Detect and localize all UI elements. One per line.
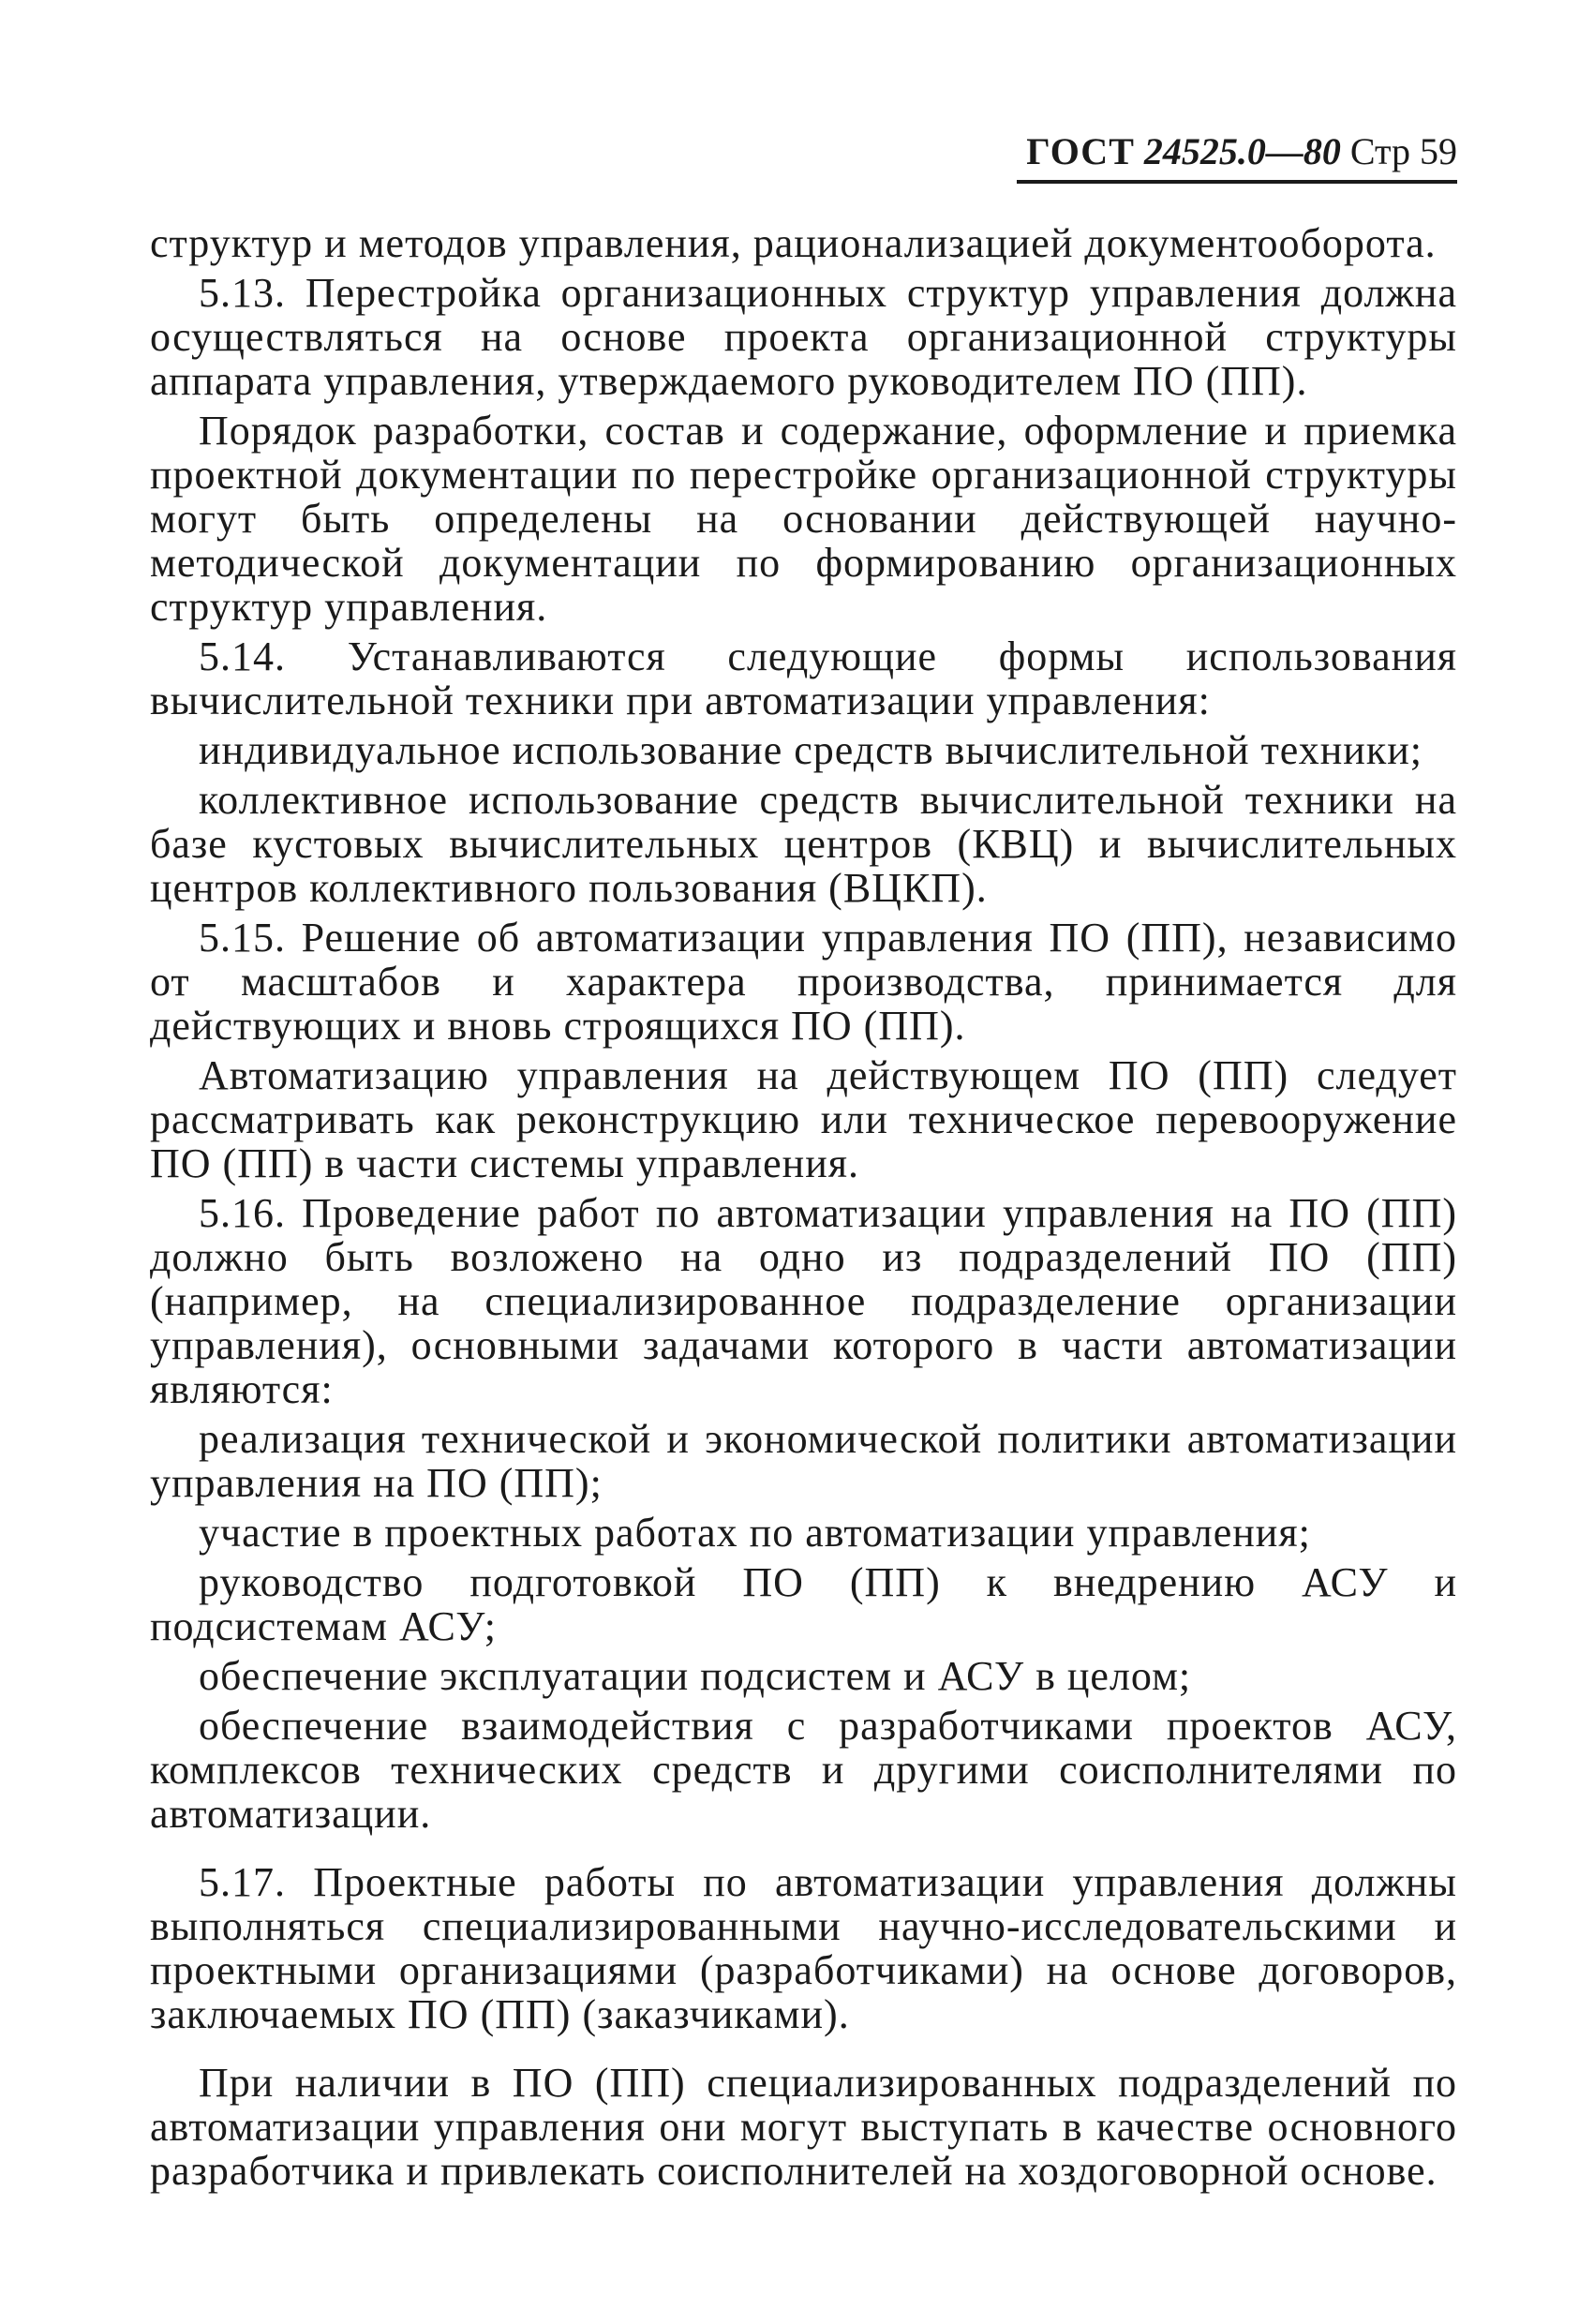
list-item: обеспечение эксплуатации подсистем и АСУ в целом; xyxy=(199,1653,1192,1699)
list-item: реализация технической и экономической политики автоматизации управления на ПО (ПП); xyxy=(150,1416,1457,1506)
paragraph: 5.15. Решение об автоматизации управления ПО (ПП), независимо от масштабов и характера производства, принимается для действующих и вновь строящихся ПО (ПП). xyxy=(150,915,1457,1049)
page-label: Стр xyxy=(1349,130,1410,172)
list-item: обеспечение взаимодействия с разработчиками проектов АСУ, комплексов технических средств и другими соисполнителями по автоматизации. xyxy=(150,1703,1457,1837)
header-rule xyxy=(1017,180,1457,184)
paragraph: структур и методов управления, рационализацией документооборота. xyxy=(150,220,1437,266)
list-item: руководство подготовкой ПО (ПП) к внедрению АСУ и подсистемам АСУ; xyxy=(150,1559,1457,1649)
page-header xyxy=(1017,129,1457,174)
body-text xyxy=(150,221,1457,2198)
paragraph: Порядок разработки, состав и содержание, оформление и приемка проектной документации по перестройке организационной структуры могут быть определены на основании действующей научно-методической документации по формированию организационных структур управления. xyxy=(150,408,1457,630)
paragraph: 5.13. Перестройка организационных структур управления должна осуществляться на основе проекта организационной структуры аппарата управления, утверждаемого руководителем ПО (ПП). xyxy=(150,270,1457,404)
paragraph: При наличии в ПО (ПП) специализированных подразделений по автоматизации управления они могут выступать в качестве основного разработчика и привлекать соисполнителей на хоздоговорной основе. xyxy=(150,2060,1457,2194)
list-item: индивидуальное использование средств вычислительной техники; xyxy=(199,727,1423,773)
list-item: участие в проектных работах по автоматизации управления; xyxy=(199,1510,1311,1556)
standard-number: 24525.0—80 xyxy=(1143,130,1341,172)
paragraph: 5.14. Устанавливаются следующие формы использования вычислительной техники при автоматизации управления: xyxy=(150,633,1457,723)
page-number: 59 xyxy=(1420,130,1457,172)
paragraph: 5.17. Проектные работы по автоматизации управления должны выполняться специализированными научно-исследовательскими и проектными организациями (разработчиками) на основе договоров, заключаемых ПО (ПП) (заказчиками). xyxy=(150,1859,1457,2037)
standard-label: ГОСТ xyxy=(1026,130,1135,172)
paragraph: Автоматизацию управления на действующем ПО (ПП) следует рассматривать как реконструкцию или техническое перевооружение ПО (ПП) в части системы управления. xyxy=(150,1052,1457,1186)
list-item: коллективное использование средств вычислительной техники на базе кустовых вычислительных центров (КВЦ) и вычислительных центров коллективного пользования (ВЦКП). xyxy=(150,777,1457,911)
paragraph: 5.16. Проведение работ по автоматизации управления на ПО (ПП) должно быть возложено на одно из подразделений ПО (ПП) (например, на специализированное подразделение организации управления), основными задачами которого в части автоматизации являются: xyxy=(150,1190,1457,1412)
